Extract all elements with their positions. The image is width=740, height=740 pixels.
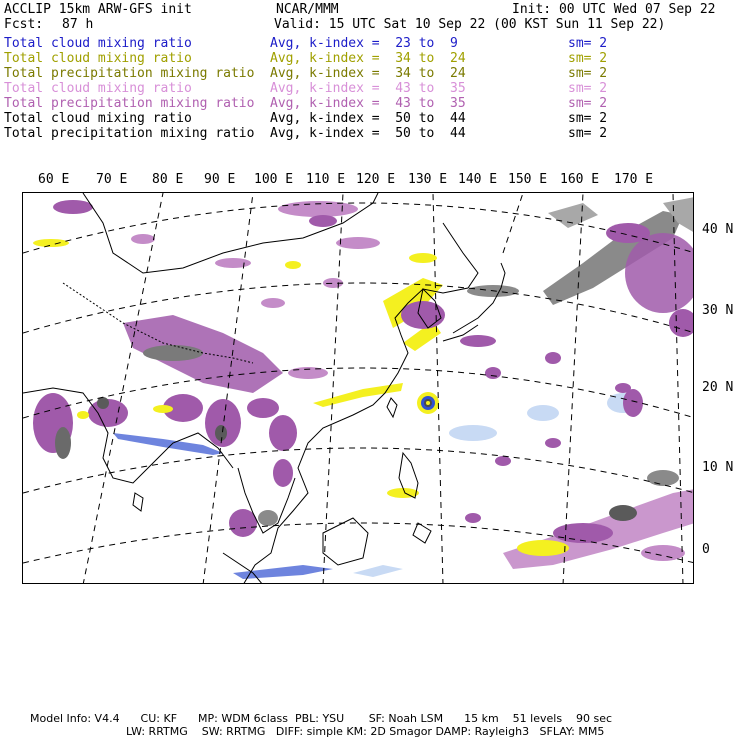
legend-avg-index: Avg, k-index = 43 to 35 (270, 81, 466, 96)
field-shading (33, 197, 694, 579)
latitude-label: 40 N (702, 222, 734, 237)
legend-field-name: Total cloud mixing ratio (4, 111, 192, 126)
legend-avg-index: Avg, k-index = 43 to 35 (270, 96, 466, 111)
center-label: NCAR/MMM (276, 2, 339, 17)
longitude-label: 80 E (152, 172, 184, 187)
model-info-line2: LW: RRTMG SW: RRTMG DIFF: simple KM: 2D Smagor DAMP: Rayleigh3 SFLAY: MM5 (126, 725, 605, 738)
legend-field-name: Total cloud mixing ratio (4, 36, 192, 51)
legend-smoothing: sm= 2 (568, 36, 608, 51)
legend-avg-index: Avg, k-index = 23 to 9 (270, 36, 458, 51)
forecast-map (22, 192, 694, 584)
legend-field-name: Total cloud mixing ratio (4, 81, 192, 96)
longitude-label: 120 E (356, 172, 396, 187)
legend-field-name: Total cloud mixing ratio (4, 51, 192, 66)
longitude-label: 90 E (204, 172, 236, 187)
forecast-hour: 87 h (62, 17, 94, 32)
legend-smoothing: sm= 2 (568, 126, 608, 141)
legend-smoothing: sm= 2 (568, 96, 608, 111)
legend-smoothing: sm= 2 (568, 51, 608, 66)
map-canvas (23, 193, 694, 584)
longitude-label: 100 E (254, 172, 294, 187)
legend-smoothing: sm= 2 (568, 66, 608, 81)
legend-avg-index: Avg, k-index = 34 to 24 (270, 66, 466, 81)
longitude-label: 60 E (38, 172, 70, 187)
longitude-label: 170 E (614, 172, 654, 187)
legend-avg-index: Avg, k-index = 50 to 44 (270, 111, 466, 126)
longitude-label: 140 E (458, 172, 498, 187)
latitude-label: 0 (702, 542, 710, 557)
latitude-label: 10 N (702, 460, 734, 475)
longitude-label: 70 E (96, 172, 128, 187)
longitude-label: 150 E (508, 172, 548, 187)
legend-field-name: Total precipitation mixing ratio (4, 96, 255, 111)
legend-avg-index: Avg, k-index = 34 to 24 (270, 51, 466, 66)
legend-avg-index: Avg, k-index = 50 to 44 (270, 126, 466, 141)
longitude-label: 110 E (306, 172, 346, 187)
legend-field-name: Total precipitation mixing ratio (4, 126, 255, 141)
forecast-label: Fcst: (4, 17, 44, 32)
latitude-label: 30 N (702, 303, 734, 318)
legend-field-name: Total precipitation mixing ratio (4, 66, 255, 81)
model-info-line1: Model Info: V4.4 CU: KF MP: WDM 6class PBL: YSU SF: Noah LSM 15 km 51 levels 90 sec (30, 712, 613, 725)
legend-smoothing: sm= 2 (568, 111, 608, 126)
longitude-label: 160 E (560, 172, 600, 187)
init-time: Init: 00 UTC Wed 07 Sep 22 (512, 2, 716, 17)
latitude-label: 20 N (702, 380, 734, 395)
model-title: ACCLIP 15km ARW-GFS init (4, 2, 192, 17)
legend-smoothing: sm= 2 (568, 81, 608, 96)
longitude-label: 130 E (408, 172, 448, 187)
valid-time: Valid: 15 UTC Sat 10 Sep 22 (00 KST Sun 11 Sep 22) (274, 17, 666, 32)
